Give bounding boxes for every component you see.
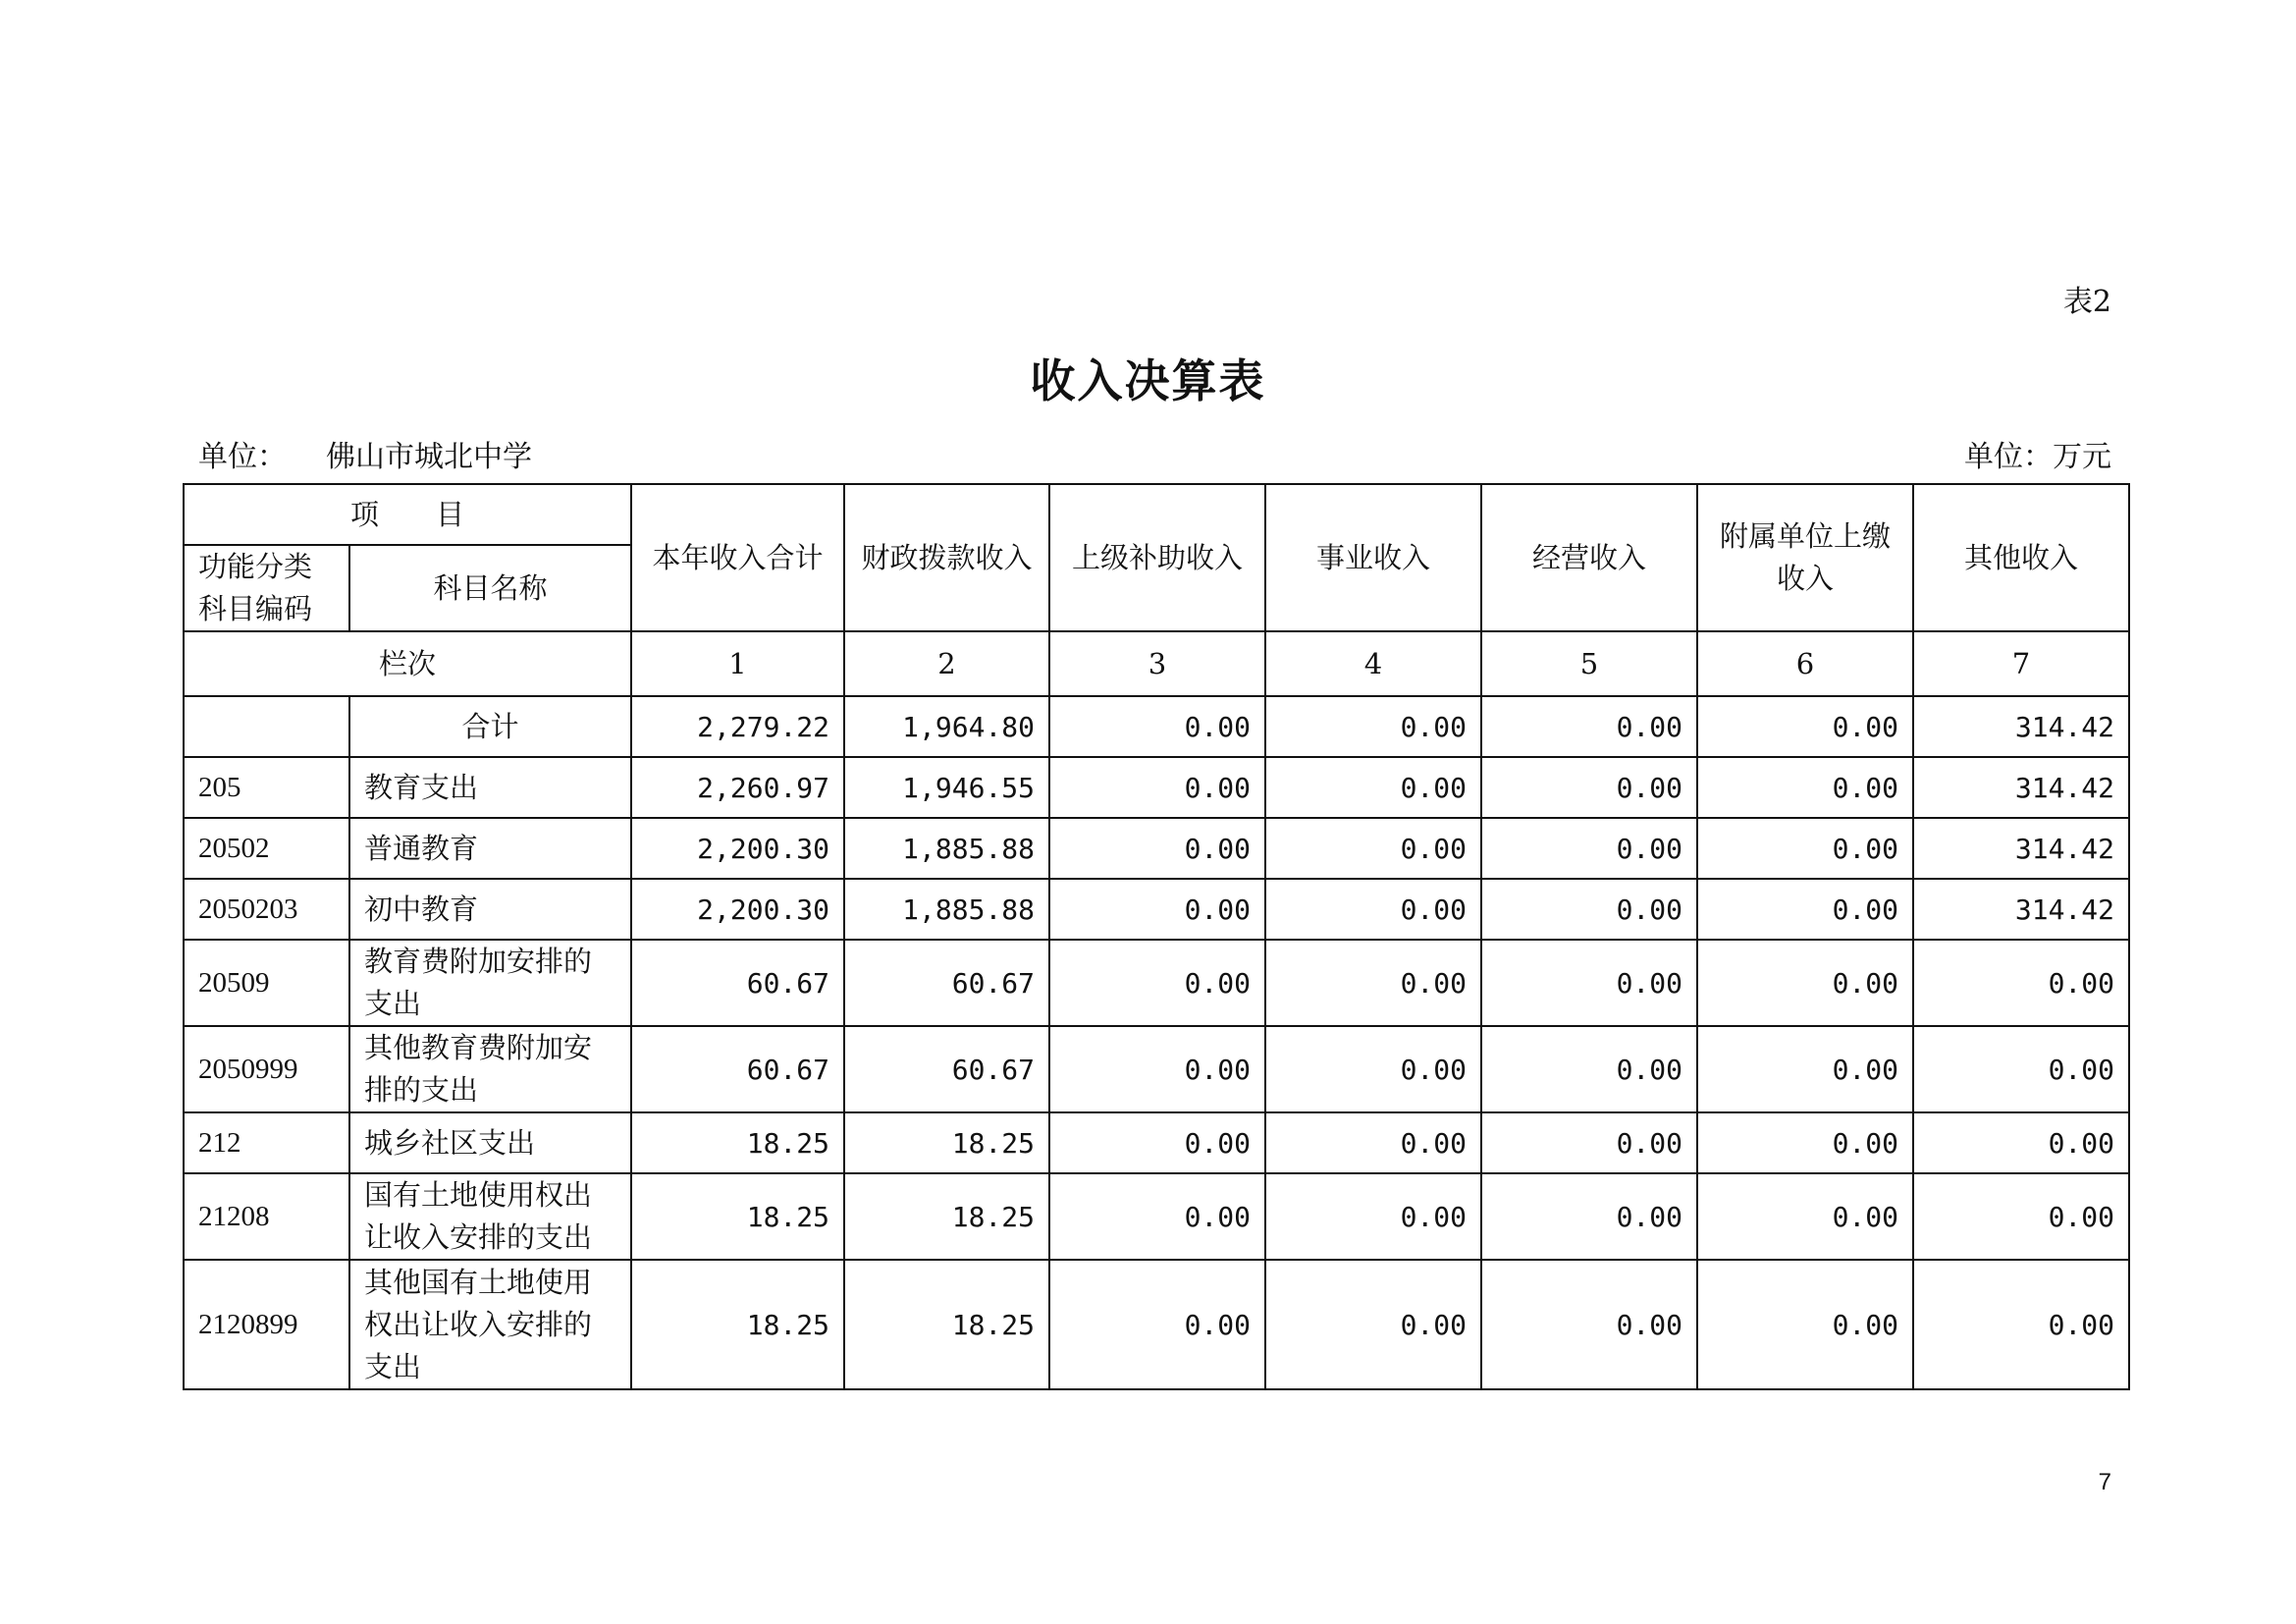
amount-cell: 0.00: [1049, 879, 1265, 940]
column-number: 3: [1049, 631, 1265, 696]
amount-cell: 0.00: [1265, 1026, 1481, 1112]
amount-cell: 0.00: [1049, 940, 1265, 1026]
header-code: 功能分类科目编码: [184, 545, 349, 631]
table-row: [184, 818, 2129, 879]
amount-cell: 0.00: [1049, 1112, 1265, 1173]
amount-cell: 0.00: [1481, 1026, 1697, 1112]
amount-cell: 0.00: [1697, 1026, 1913, 1112]
amount-cell: 0.00: [1049, 757, 1265, 818]
amount-cell: 0.00: [1697, 696, 1913, 757]
amount-cell: 0.00: [1697, 1260, 1913, 1389]
amount-cell: 60.67: [631, 1026, 844, 1112]
organization-name: 佛山市城北中学: [326, 440, 532, 474]
amount-cell: 2,200.30: [631, 879, 844, 940]
amount-cell: 0.00: [1049, 1173, 1265, 1260]
header-row-1: [184, 484, 2129, 545]
table-row: [184, 757, 2129, 818]
column-index-row: [184, 631, 2129, 696]
column-number: 4: [1265, 631, 1481, 696]
amount-cell: 314.42: [1913, 757, 2129, 818]
amount-cell: 60.67: [844, 940, 1049, 1026]
header-subject-name: 科目名称: [349, 545, 631, 631]
table-row: [184, 1026, 2129, 1112]
amount-cell: 18.25: [631, 1173, 844, 1260]
amount-cell: 0.00: [1265, 1260, 1481, 1389]
amount-cell: 0.00: [1697, 879, 1913, 940]
table-label: 表2: [2062, 285, 2111, 319]
header-operating-income: 经营收入: [1481, 484, 1697, 631]
amount-cell: 2,279.22: [631, 696, 844, 757]
amount-cell: 18.25: [631, 1112, 844, 1173]
amount-cell: 0.00: [1265, 879, 1481, 940]
amount-cell: 314.42: [1913, 879, 2129, 940]
subject-name-cell: 其他教育费附加安排的支出: [349, 1026, 631, 1112]
amount-cell: 0.00: [1481, 818, 1697, 879]
subject-code-cell: 20509: [184, 940, 349, 1026]
amount-cell: 0.00: [1481, 757, 1697, 818]
column-number: 6: [1697, 631, 1913, 696]
amount-cell: 0.00: [1049, 818, 1265, 879]
amount-cell: 0.00: [1481, 940, 1697, 1026]
column-number: 1: [631, 631, 844, 696]
amount-cell: 1,885.88: [844, 818, 1049, 879]
subject-name-cell: 其他国有土地使用权出让收入安排的支出: [349, 1260, 631, 1389]
column-number: 7: [1913, 631, 2129, 696]
amount-cell: 0.00: [1265, 696, 1481, 757]
amount-cell: 18.25: [844, 1260, 1049, 1389]
amount-cell: 18.25: [844, 1112, 1049, 1173]
amount-cell: 0.00: [1481, 1173, 1697, 1260]
amount-cell: 0.00: [1697, 757, 1913, 818]
currency-unit: 单位：万元: [1964, 440, 2111, 474]
table-row: [184, 1173, 2129, 1260]
amount-cell: 0.00: [1265, 1112, 1481, 1173]
amount-cell: 0.00: [1697, 1112, 1913, 1173]
income-statement-table: [183, 483, 2130, 1390]
page-title: 收入决算表: [1030, 354, 1266, 407]
amount-cell: 0.00: [1913, 1112, 2129, 1173]
column-number: 5: [1481, 631, 1697, 696]
column-number: 2: [844, 631, 1049, 696]
page-number: 7: [2098, 1469, 2111, 1495]
subject-name-cell: 合计: [349, 696, 631, 757]
table-row: [184, 879, 2129, 940]
header-superior-subsidy: 上级补助收入: [1049, 484, 1265, 631]
header-affiliated-remittance: 附属单位上缴收入: [1697, 484, 1913, 631]
amount-cell: 314.42: [1913, 818, 2129, 879]
subject-name-cell: 教育支出: [349, 757, 631, 818]
amount-cell: 0.00: [1481, 696, 1697, 757]
amount-cell: 0.00: [1697, 818, 1913, 879]
subject-code-cell: 20502: [184, 818, 349, 879]
amount-cell: 0.00: [1265, 1173, 1481, 1260]
amount-cell: 0.00: [1913, 940, 2129, 1026]
subject-code-cell: 2050203: [184, 879, 349, 940]
amount-cell: 314.42: [1913, 696, 2129, 757]
subject-code-cell: 2120899: [184, 1260, 349, 1389]
subject-name-cell: 城乡社区支出: [349, 1112, 631, 1173]
amount-cell: 1,885.88: [844, 879, 1049, 940]
amount-cell: 0.00: [1481, 1260, 1697, 1389]
amount-cell: 0.00: [1697, 940, 1913, 1026]
amount-cell: 18.25: [844, 1173, 1049, 1260]
subject-code-cell: 2050999: [184, 1026, 349, 1112]
header-fiscal-appropriation: 财政拨款收入: [844, 484, 1049, 631]
amount-cell: 60.67: [844, 1026, 1049, 1112]
table-row: [184, 696, 2129, 757]
amount-cell: 0.00: [1481, 1112, 1697, 1173]
amount-cell: 0.00: [1265, 940, 1481, 1026]
amount-cell: 0.00: [1913, 1173, 2129, 1260]
amount-cell: 1,964.80: [844, 696, 1049, 757]
amount-cell: 0.00: [1265, 818, 1481, 879]
amount-cell: 60.67: [631, 940, 844, 1026]
amount-cell: 0.00: [1697, 1173, 1913, 1260]
subject-code-cell: [184, 696, 349, 757]
amount-cell: 0.00: [1913, 1026, 2129, 1112]
subject-code-cell: 205: [184, 757, 349, 818]
reporting-unit: [198, 432, 532, 475]
amount-cell: 18.25: [631, 1260, 844, 1389]
amount-cell: 0.00: [1481, 879, 1697, 940]
amount-cell: 0.00: [1049, 1260, 1265, 1389]
amount-cell: 0.00: [1049, 696, 1265, 757]
subject-name-cell: 国有土地使用权出让收入安排的支出: [349, 1173, 631, 1260]
header-total-income: 本年收入合计: [631, 484, 844, 631]
amount-cell: 1,946.55: [844, 757, 1049, 818]
amount-cell: 2,200.30: [631, 818, 844, 879]
table-row: [184, 1112, 2129, 1173]
header-business-income: 事业收入: [1265, 484, 1481, 631]
amount-cell: 2,260.97: [631, 757, 844, 818]
header-other-income: 其他收入: [1913, 484, 2129, 631]
subject-name-cell: 普通教育: [349, 818, 631, 879]
unit-label: 单位：: [198, 440, 287, 474]
amount-cell: 0.00: [1913, 1260, 2129, 1389]
subject-name-cell: 教育费附加安排的支出: [349, 940, 631, 1026]
column-index-label: 栏次: [184, 631, 631, 696]
subject-name-cell: 初中教育: [349, 879, 631, 940]
subject-code-cell: 212: [184, 1112, 349, 1173]
amount-cell: 0.00: [1265, 757, 1481, 818]
amount-cell: 0.00: [1049, 1026, 1265, 1112]
header-project: 项 目: [184, 484, 631, 545]
table-row: [184, 1260, 2129, 1389]
table-row: [184, 940, 2129, 1026]
subject-code-cell: 21208: [184, 1173, 349, 1260]
